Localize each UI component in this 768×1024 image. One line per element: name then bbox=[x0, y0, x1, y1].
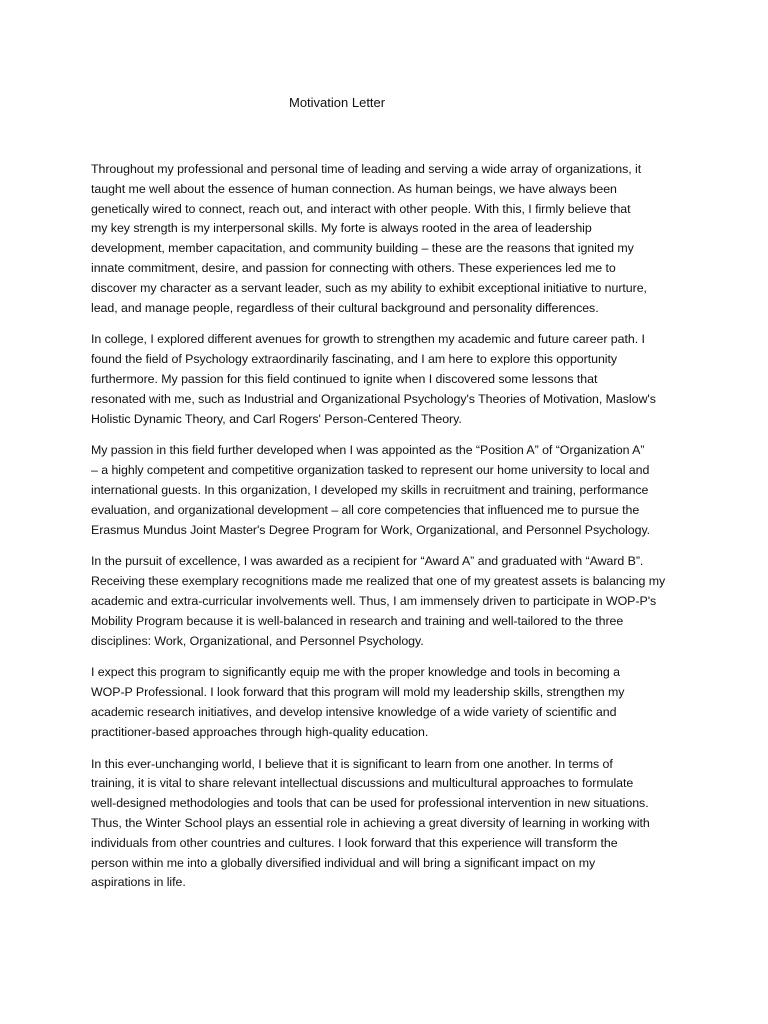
text-line: well-designed methodologies and tools that can be used for professional intervention in new situations. bbox=[91, 796, 649, 811]
text-line: innate commitment, desire, and passion for connecting with others. These experiences led me to bbox=[91, 260, 616, 275]
text-line: Throughout my professional and personal time of leading and serving a wide array of organizations, it bbox=[91, 162, 642, 176]
text-line: Thus, the Winter School plays an essential role in achieving a great diversity of learning in working with bbox=[91, 815, 650, 830]
text-line: lead, and manage people, regardless of their cultural background and personality differences. bbox=[91, 300, 599, 315]
text-line: academic and extra-curricular involvements well. Thus, I am immensely driven to participate in WOP-P's bbox=[91, 593, 657, 608]
text-line: WOP-P Professional. I look forward that this program will mold my leadership skills, strengthen my bbox=[91, 685, 625, 700]
paragraph-2 bbox=[91, 330, 683, 429]
text-line: In this ever-unchanging world, I believe that it is significant to learn from one another. In terms of bbox=[91, 756, 613, 771]
text-line: evaluation, and organizational development – all core competencies that influenced me to pursue the bbox=[91, 502, 640, 517]
text-line: disciplines: Work, Organizational, and Personnel Psychology. bbox=[91, 633, 424, 648]
text-line: – a highly competent and competitive organization tasked to represent our home university to local and bbox=[91, 463, 650, 478]
text-line: taught me well about the essence of human connection. As human beings, we have always been bbox=[91, 181, 617, 196]
text-line: Mobility Program because it is well-balanced in research and training and well-tailored to the three bbox=[91, 613, 624, 628]
paragraph-5 bbox=[91, 663, 683, 742]
text-line: my key strength is my interpersonal skills. My forte is always rooted in the area of leadership bbox=[91, 221, 592, 236]
text-line: Erasmus Mundus Joint Master's Degree Program for Work, Organizational, and Personnel Psychology. bbox=[91, 522, 651, 537]
text-line: My passion in this field further developed when I was appointed as the “Position A” of “Organization A” bbox=[91, 443, 645, 458]
text-line: development, member capacitation, and community building – these are the reasons that ignited my bbox=[91, 241, 634, 256]
paragraph-6 bbox=[91, 755, 683, 894]
text-line: practitioner-based approaches through high-quality education. bbox=[91, 724, 429, 739]
text-line: furthermore. My passion for this field continued to ignite when I discovered some lessons that bbox=[91, 371, 598, 386]
text-line: Receiving these exemplary recognitions made me realized that one of my greatest assets is balancing my bbox=[91, 574, 666, 589]
text-line: Holistic Dynamic Theory, and Carl Rogers' Person-Centered Theory. bbox=[91, 411, 462, 426]
document-body bbox=[91, 160, 683, 905]
text-line: resonated with me, such as Industrial and Organizational Psychology's Theories of Motivation, Maslow's bbox=[91, 391, 656, 406]
paragraph-1 bbox=[91, 160, 683, 318]
text-line: person within me into a globally diversified individual and will bring a significant impact on my bbox=[91, 855, 596, 870]
text-line: I expect this program to significantly equip me with the proper knowledge and tools in becoming a bbox=[91, 665, 620, 680]
document-title: Motivation Letter bbox=[289, 95, 386, 110]
text-line: genetically wired to connect, reach out, and interact with other people. With this, I firmly believe that bbox=[91, 201, 631, 216]
text-line: found the field of Psychology extraordinarily fascinating, and I am here to explore this opportunity bbox=[91, 352, 618, 367]
text-line: discover my character as a servant leader, such as my ability to exhibit exceptional initiative to nurture, bbox=[91, 280, 647, 295]
text-line: training, it is vital to share relevant intellectual discussions and multicultural approaches to formulate bbox=[91, 776, 634, 791]
paragraph-4 bbox=[91, 552, 683, 651]
text-line: academic research initiatives, and develop intensive knowledge of a wide variety of scientific and bbox=[91, 704, 617, 719]
text-line: In the pursuit of excellence, I was awarded as a recipient for “Award A” and graduated with “Award B”. bbox=[91, 554, 644, 569]
paragraph-3 bbox=[91, 441, 683, 540]
text-line: international guests. In this organization, I developed my skills in recruitment and training, performance bbox=[91, 482, 649, 497]
text-line: individuals from other countries and cultures. I look forward that this experience will transform the bbox=[91, 835, 618, 850]
text-line: In college, I explored different avenues for growth to strengthen my academic and future career path. I bbox=[91, 332, 645, 347]
text-line: aspirations in life. bbox=[91, 875, 186, 890]
